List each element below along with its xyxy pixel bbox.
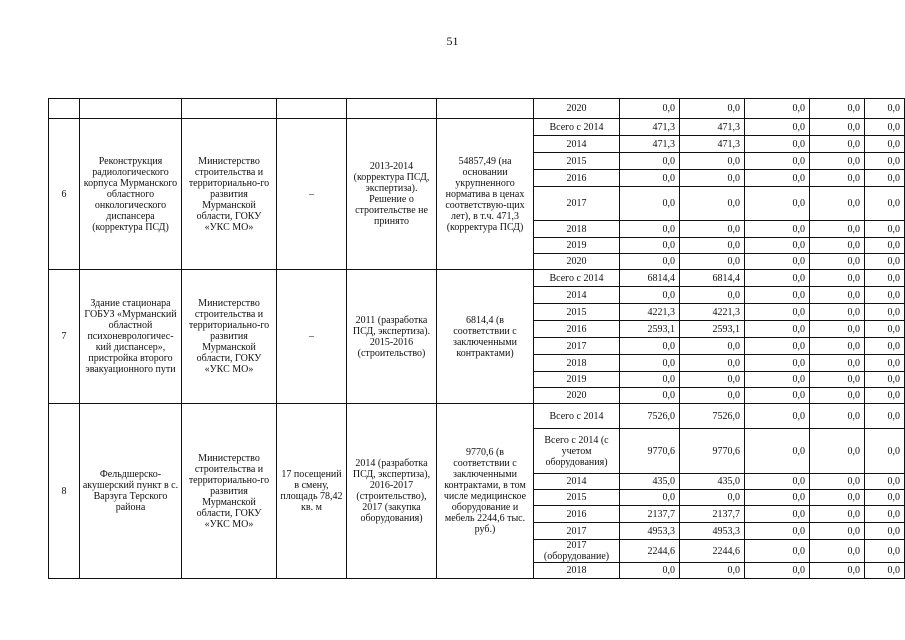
cell-value: 471,3 (620, 119, 680, 136)
cell-value: 4221,3 (620, 304, 680, 321)
cell-value: 0,0 (745, 99, 810, 119)
cell-value: 0,0 (745, 287, 810, 304)
cell-value: 0,0 (865, 563, 905, 579)
cell-no: 7 (49, 270, 80, 404)
cell-value: 0,0 (745, 238, 810, 254)
cell-value: 0,0 (620, 388, 680, 404)
cell-value: 0,0 (865, 187, 905, 221)
cell-value: 0,0 (865, 355, 905, 372)
cell-value: 0,0 (620, 254, 680, 270)
cell-value: 0,0 (810, 429, 865, 474)
cell-value: 0,0 (620, 187, 680, 221)
page-number: 51 (446, 34, 459, 48)
cell-period: 2014 (разработка ПСД, экспертиза), 2016-2017 (строительство), 2017 (закупка оборудования) (347, 404, 437, 579)
cell-value: 0,0 (680, 238, 745, 254)
cell-customer: Министерство строительства и территориально-го развития Мурманской области, ГОКУ «УКС МО» (182, 404, 277, 579)
cell-value: 2137,7 (680, 506, 745, 523)
investment-table (48, 98, 905, 579)
cell-year: 2014 (534, 474, 620, 490)
cell-value: 0,0 (810, 355, 865, 372)
cell-value: 0,0 (745, 474, 810, 490)
cell-year: 2020 (534, 99, 620, 119)
cell-capacity: 17 посещений в смену, площадь 78,42 кв. м (277, 404, 347, 579)
cell-period: 2013-2014 (корректура ПСД, экспертиза). Решение о строительстве не принято (347, 119, 437, 270)
cell-year: 2017 (534, 187, 620, 221)
cell-year: Всего с 2014 (534, 270, 620, 287)
cell-value: 0,0 (680, 563, 745, 579)
cell-value: 0,0 (810, 388, 865, 404)
cell-value: 0,0 (620, 153, 680, 170)
cell-value: 0,0 (865, 429, 905, 474)
cell-year: 2018 (534, 563, 620, 579)
table-row (49, 270, 905, 287)
cell-value: 0,0 (745, 506, 810, 523)
cell-value: 0,0 (810, 338, 865, 355)
cell-cost: 9770,6 (в соответствии с заключенными контрактами, в том числе медицинское оборудование и мебель 2244,6 тыс. руб.) (437, 404, 534, 579)
cell-value: 0,0 (810, 238, 865, 254)
cell-period: 2011 (разработка ПСД, экспертиза). 2015-2016 (строительство) (347, 270, 437, 404)
cell-value: 0,0 (810, 270, 865, 287)
cell-value: 0,0 (620, 287, 680, 304)
cell-value: 0,0 (620, 99, 680, 119)
cell-value: 0,0 (810, 563, 865, 579)
cell-value: 0,0 (865, 404, 905, 429)
cell-value: 0,0 (620, 490, 680, 506)
cell-year: 2016 (534, 321, 620, 338)
cell-year: 2015 (534, 153, 620, 170)
cell-value: 0,0 (810, 523, 865, 540)
cell-value: 6814,4 (620, 270, 680, 287)
cell-value: 0,0 (810, 304, 865, 321)
table-row (49, 99, 905, 119)
cell-capacity: – (277, 270, 347, 404)
cell-value: 0,0 (810, 506, 865, 523)
cell-year: 2015 (534, 304, 620, 321)
cell-value: 0,0 (810, 474, 865, 490)
cell-value: 0,0 (865, 170, 905, 187)
cell-value: 0,0 (865, 270, 905, 287)
cell-value: 0,0 (680, 388, 745, 404)
cell-value: 0,0 (745, 355, 810, 372)
table-row (49, 119, 905, 136)
cell-value: 0,0 (745, 338, 810, 355)
cell-value: 0,0 (810, 221, 865, 238)
cell-year: Всего с 2014 (534, 119, 620, 136)
cell-period (347, 99, 437, 119)
cell-value: 2244,6 (680, 540, 745, 563)
cell-value: 0,0 (865, 254, 905, 270)
cell-value: 0,0 (865, 338, 905, 355)
cell-value: 2244,6 (620, 540, 680, 563)
cell-value: 0,0 (680, 254, 745, 270)
cell-value: 0,0 (745, 321, 810, 338)
cell-value: 0,0 (680, 187, 745, 221)
cell-value: 0,0 (620, 355, 680, 372)
cell-year: 2018 (534, 355, 620, 372)
cell-value: 0,0 (620, 170, 680, 187)
cell-customer: Министерство строительства и территориально-го развития Мурманской области, ГОКУ «УКС МО» (182, 119, 277, 270)
cell-value: 0,0 (620, 563, 680, 579)
cell-value: 0,0 (745, 304, 810, 321)
cell-value: 0,0 (865, 506, 905, 523)
cell-value: 0,0 (865, 153, 905, 170)
cell-value: 0,0 (680, 372, 745, 388)
cell-value: 0,0 (680, 221, 745, 238)
cell-value: 0,0 (810, 372, 865, 388)
cell-value: 0,0 (745, 490, 810, 506)
cell-value: 9770,6 (680, 429, 745, 474)
cell-year: 2020 (534, 388, 620, 404)
cell-year: 2017 (534, 523, 620, 540)
table-body (49, 99, 905, 579)
cell-value: 0,0 (745, 429, 810, 474)
cell-object: Фельдшерско-акушерский пункт в с. Варзуга Терского района (80, 404, 182, 579)
cell-value: 0,0 (865, 540, 905, 563)
cell-value: 0,0 (680, 170, 745, 187)
cell-value: 0,0 (745, 187, 810, 221)
cell-value: 7526,0 (620, 404, 680, 429)
cell-object: Реконструкция радиологического корпуса Мурманского областного онкологического диспансера (корректура ПСД) (80, 119, 182, 270)
cell-value: 0,0 (680, 355, 745, 372)
cell-value: 0,0 (810, 321, 865, 338)
cell-value: 0,0 (680, 490, 745, 506)
cell-year: 2020 (534, 254, 620, 270)
cell-value: 0,0 (680, 99, 745, 119)
cell-value: 0,0 (745, 221, 810, 238)
cell-cost: 54857,49 (на основании укрупненного норматива в ценах соответствую-щих лет), в т.ч. 471,3 (корректура ПСД) (437, 119, 534, 270)
cell-value: 0,0 (680, 153, 745, 170)
cell-year: 2015 (534, 490, 620, 506)
cell-value: 2593,1 (680, 321, 745, 338)
cell-value: 0,0 (620, 221, 680, 238)
cell-value: 0,0 (745, 523, 810, 540)
cell-capacity (277, 99, 347, 119)
cell-value: 0,0 (810, 540, 865, 563)
cell-year: 2019 (534, 238, 620, 254)
cell-value: 0,0 (865, 119, 905, 136)
cell-year: 2018 (534, 221, 620, 238)
cell-value: 0,0 (745, 404, 810, 429)
cell-year: 2017 (534, 338, 620, 355)
cell-customer (182, 99, 277, 119)
cell-value: 0,0 (745, 136, 810, 153)
cell-cost: 6814,4 (в соответствии с заключенными контрактами) (437, 270, 534, 404)
cell-value: 0,0 (745, 119, 810, 136)
cell-value: 0,0 (810, 254, 865, 270)
cell-value: 0,0 (745, 170, 810, 187)
cell-object: Здание стационара ГОБУЗ «Мурманский областной психоневрологичес-кий диспансер», пристройка второго эвакуационного пути (80, 270, 182, 404)
cell-value: 0,0 (865, 474, 905, 490)
cell-value: 0,0 (865, 221, 905, 238)
cell-value: 0,0 (865, 372, 905, 388)
cell-year: 2016 (534, 170, 620, 187)
cell-value: 0,0 (865, 136, 905, 153)
cell-value: 0,0 (865, 523, 905, 540)
cell-value: 435,0 (680, 474, 745, 490)
cell-no: 8 (49, 404, 80, 579)
cell-value: 0,0 (745, 153, 810, 170)
cell-value: 0,0 (810, 136, 865, 153)
cell-value: 0,0 (680, 287, 745, 304)
cell-value: 7526,0 (680, 404, 745, 429)
cell-value: 0,0 (865, 287, 905, 304)
cell-value: 9770,6 (620, 429, 680, 474)
cell-customer: Министерство строительства и территориально-го развития Мурманской области, ГОКУ «УКС МО» (182, 270, 277, 404)
cell-value: 0,0 (865, 490, 905, 506)
cell-value: 471,3 (680, 136, 745, 153)
cell-no: 6 (49, 119, 80, 270)
cell-value: 0,0 (810, 187, 865, 221)
cell-capacity: – (277, 119, 347, 270)
cell-value: 0,0 (745, 540, 810, 563)
cell-value: 0,0 (865, 321, 905, 338)
cell-value: 0,0 (810, 404, 865, 429)
cell-value: 0,0 (745, 270, 810, 287)
cell-no (49, 99, 80, 119)
cell-value: 471,3 (620, 136, 680, 153)
cell-value: 0,0 (810, 287, 865, 304)
cell-year: 2016 (534, 506, 620, 523)
cell-value: 435,0 (620, 474, 680, 490)
cell-year: Всего с 2014 (534, 404, 620, 429)
cell-value: 0,0 (745, 254, 810, 270)
cell-value: 0,0 (745, 372, 810, 388)
cell-year: Всего с 2014 (с учетом оборудования) (534, 429, 620, 474)
cell-year: 2014 (534, 287, 620, 304)
cell-value: 0,0 (810, 490, 865, 506)
cell-value: 0,0 (865, 388, 905, 404)
cell-value: 0,0 (810, 170, 865, 187)
cell-value: 2137,7 (620, 506, 680, 523)
cell-value: 4953,3 (680, 523, 745, 540)
cell-value: 0,0 (865, 304, 905, 321)
cell-value: 0,0 (680, 338, 745, 355)
cell-object (80, 99, 182, 119)
cell-value: 0,0 (810, 153, 865, 170)
cell-value: 0,0 (620, 338, 680, 355)
cell-value: 6814,4 (680, 270, 745, 287)
cell-value: 0,0 (810, 119, 865, 136)
cell-year: 2019 (534, 372, 620, 388)
cell-value: 0,0 (810, 99, 865, 119)
cell-value: 0,0 (745, 563, 810, 579)
cell-year: 2017 (оборудование) (534, 540, 620, 563)
cell-value: 0,0 (620, 238, 680, 254)
cell-cost (437, 99, 534, 119)
cell-value: 0,0 (865, 238, 905, 254)
cell-value: 471,3 (680, 119, 745, 136)
cell-value: 2593,1 (620, 321, 680, 338)
cell-value: 0,0 (865, 99, 905, 119)
cell-year: 2014 (534, 136, 620, 153)
table-row (49, 404, 905, 429)
cell-value: 0,0 (620, 372, 680, 388)
cell-value: 0,0 (745, 388, 810, 404)
cell-value: 4221,3 (680, 304, 745, 321)
cell-value: 4953,3 (620, 523, 680, 540)
